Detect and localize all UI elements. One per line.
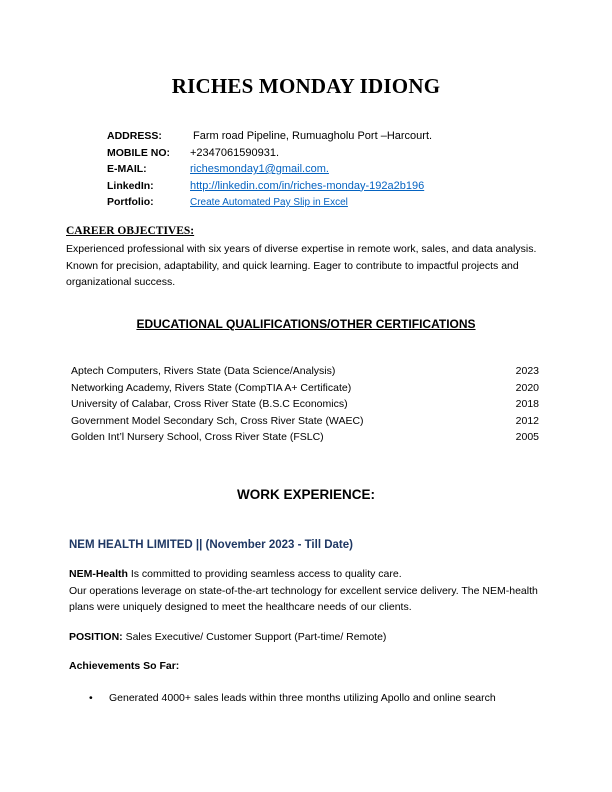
contact-row-mobile [107, 145, 547, 162]
portfolio-link[interactable]: Create Automated Pay Slip in Excel [190, 197, 348, 208]
education-year: 2018 [515, 398, 539, 410]
table-row [71, 396, 539, 413]
company-description-line2: Our operations leverage on state-of-the-art technology for excellent service delivery. The NEM-health plans were uniquely designed to meet the healthcare needs of our clients. [69, 584, 538, 613]
list-item [69, 690, 541, 707]
career-objectives-body: Experienced professional with six years of diverse expertise in remote work, sales, and data analysis. Known for precision, adaptability, and quick learning. Eager to contribute to impactful projects and organizational success. [66, 243, 537, 288]
achievements-heading: Achievements So Far: [69, 660, 180, 672]
education-institution: Government Model Secondary Sch, Cross River State (WAEC) [71, 414, 364, 427]
page-title: RICHES MONDAY IDIONG [171, 74, 441, 98]
position-line [69, 629, 386, 646]
bullet-icon: • [89, 692, 93, 704]
linkedin-link[interactable]: http://linkedin.com/in/riches-monday-192a2b196 [190, 179, 425, 192]
education-institution: Golden Int’l Nursery School, Cross River State (FSLC) [71, 431, 324, 443]
education-list [71, 363, 539, 446]
table-row [71, 413, 539, 430]
education-institution: Networking Academy, Rivers State (CompTIA A+ Certificate) [71, 381, 352, 394]
position-label: POSITION: [69, 631, 123, 643]
email-link[interactable]: richesmonday1@gmail.com. [190, 163, 329, 175]
work-experience-heading: WORK EXPERIENCE: [236, 487, 375, 502]
education-year: 2005 [515, 431, 539, 443]
company-header: NEM HEALTH LIMITED || (November 2023 - Till Date) [69, 539, 353, 551]
education-institution: University of Calabar, Cross River State (B.S.C Economics) [71, 398, 348, 410]
address-value: Farm road Pipeline, Rumuagholu Port –Harcourt. [193, 130, 433, 142]
table-row [71, 429, 539, 446]
company-description-rest: Is committed to providing seamless access to quality care. [127, 568, 402, 580]
contact-row-linkedin [107, 178, 547, 195]
education-heading [0, 317, 612, 331]
position-value: Sales Executive/ Customer Support (Part-time/ Remote) [122, 631, 387, 643]
contact-row-email [107, 161, 547, 178]
contact-row-portfolio [107, 194, 547, 211]
mobile-value: +2347061590931. [190, 146, 280, 159]
education-year: 2023 [515, 365, 539, 377]
contact-block [107, 128, 547, 211]
portfolio-label: Portfolio: [107, 196, 154, 208]
company-description [69, 566, 541, 616]
career-objectives-heading: CAREER OBJECTIVES: [66, 225, 195, 237]
company-description-lead: NEM-Health [69, 568, 128, 580]
education-institution: Aptech Computers, Rivers State (Data Science/Analysis) [71, 365, 336, 377]
education-year: 2020 [515, 381, 539, 394]
table-row [71, 380, 539, 397]
linkedin-label: LinkedIn: [107, 179, 154, 192]
education-heading-text: EDUCATIONAL QUALIFICATIONS/OTHER CERTIFICATIONS [136, 317, 476, 331]
address-label: ADDRESS: [107, 130, 162, 142]
education-year: 2012 [515, 414, 539, 427]
achievements-list [69, 690, 541, 707]
contact-row-address [107, 128, 547, 145]
mobile-label: MOBILE NO: [107, 146, 170, 159]
table-row [71, 363, 539, 380]
achievement-text: Generated 4000+ sales leads within three months utilizing Apollo and online search [109, 692, 496, 704]
email-label: E-MAIL: [107, 163, 147, 175]
